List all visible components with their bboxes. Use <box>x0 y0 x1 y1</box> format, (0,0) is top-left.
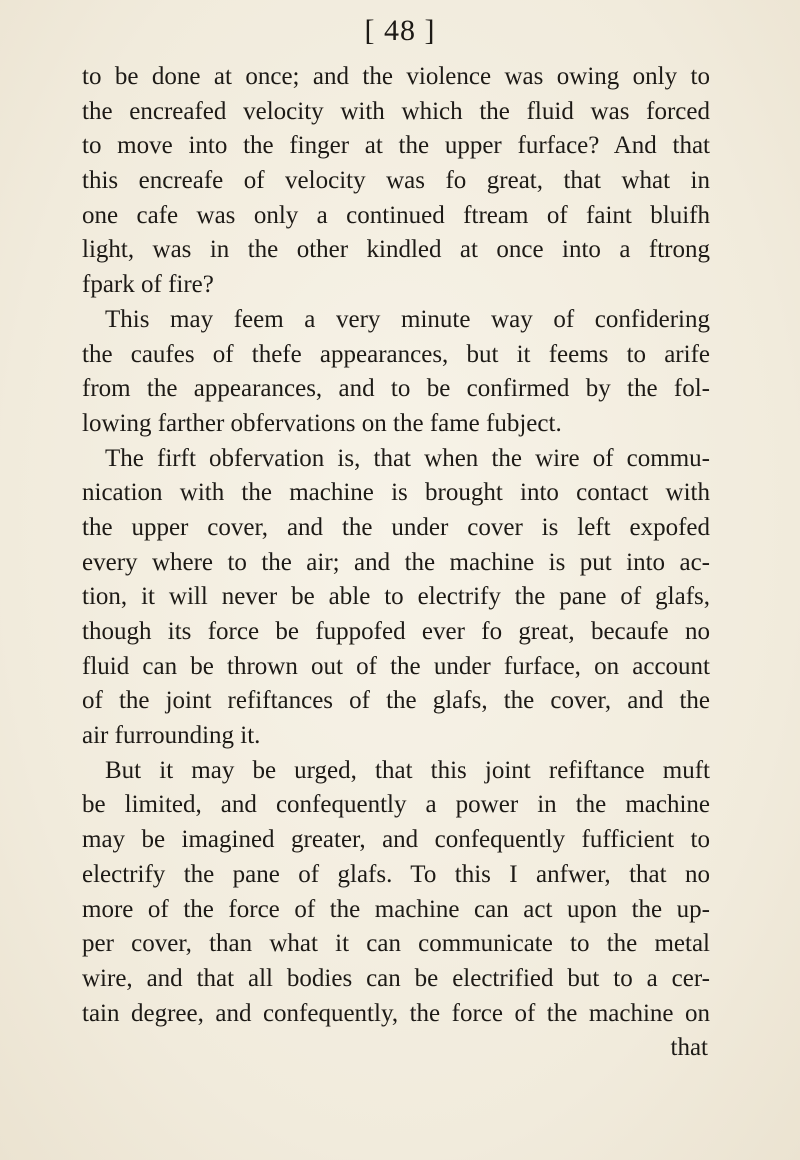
text-line: nication with the machine is brought into contact with <box>82 479 710 507</box>
text-line: one cafe was only a continued ftream of faint bluifh <box>82 201 710 229</box>
text-line: of the joint refiftances of the glafs, the cover, and the <box>82 687 710 715</box>
text-line: the upper cover, and the under cover is left expofed <box>82 513 710 541</box>
text-line: fpark of fire? <box>82 271 214 299</box>
text-line: this encreafe of velocity was fo great, that what in <box>82 167 710 195</box>
text-line: the encreafed velocity with which the fluid was forced <box>82 97 710 125</box>
text-line: tain degree, and confequently, the force of the machine on <box>82 999 710 1027</box>
paragraph-start: The firft obfervation is, that when the wire of commu- <box>105 444 710 472</box>
text-line: tion, it will never be able to electrify the pane of glafs, <box>82 583 710 611</box>
text-line: lowing farther obfervations on the fame fubject. <box>82 409 562 437</box>
paragraph-start: This may feem a very minute way of confidering <box>105 305 710 333</box>
text-line: fluid can be thrown out of the under furface, on account <box>82 652 710 680</box>
text-line: to move into the finger at the upper furface? And that <box>82 132 710 160</box>
text-line: every where to the air; and the machine is put into ac- <box>82 548 710 576</box>
text-line: per cover, than what it can communicate to the metal <box>82 930 710 958</box>
body-text <box>82 60 710 1066</box>
text-line: the caufes of thefe appearances, but it feems to arife <box>82 340 710 368</box>
text-line: though its force be fuppofed ever fo great, becaufe no <box>82 618 710 645</box>
text-line: from the appearances, and to be confirmed by the fol- <box>82 375 710 403</box>
page-number: [ 48 ] <box>364 14 436 47</box>
text-line: light, was in the other kindled at once into a ftrong <box>82 236 710 264</box>
text-line: to be done at once; and the violence was owing only to <box>82 63 710 90</box>
text-line: more of the force of the machine can act upon the up- <box>82 895 710 923</box>
text-line: air furrounding it. <box>82 722 261 750</box>
paragraph-start: But it may be urged, that this joint refiftance muft <box>105 756 710 784</box>
catchword: that <box>670 1034 708 1062</box>
text-line: may be imagined greater, and confequently fufficient to <box>82 826 710 854</box>
text-line: be limited, and confequently a power in the machine <box>82 791 710 819</box>
text-line: wire, and that all bodies can be electrified but to a cer- <box>82 964 710 992</box>
text-line: electrify the pane of glafs. To this I anfwer, that no <box>82 860 710 888</box>
